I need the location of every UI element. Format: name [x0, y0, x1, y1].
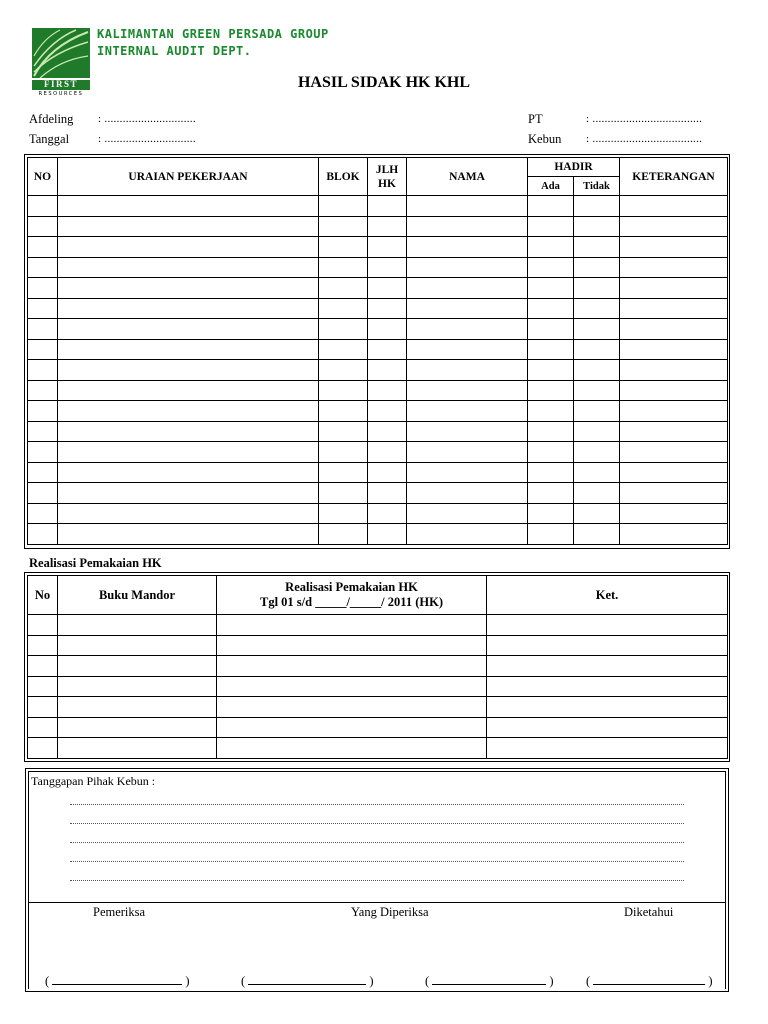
table-cell[interactable]: [368, 339, 407, 360]
table-cell[interactable]: [528, 216, 574, 237]
table-cell[interactable]: [574, 503, 620, 524]
table-cell[interactable]: [368, 401, 407, 422]
table-cell[interactable]: [28, 717, 58, 738]
table-cell[interactable]: [319, 298, 368, 319]
signature-line[interactable]: ( ): [241, 974, 374, 988]
table-cell[interactable]: [620, 462, 728, 483]
table-cell[interactable]: [528, 298, 574, 319]
tanggapan-label: Tanggapan Pihak Kebun :: [31, 774, 156, 788]
table-cell[interactable]: [58, 319, 319, 340]
pt-label: PT: [528, 112, 543, 126]
table-cell[interactable]: [528, 503, 574, 524]
table-row: [28, 421, 728, 442]
table-cell[interactable]: [574, 216, 620, 237]
table-cell[interactable]: [28, 635, 58, 656]
realisasi-table: [27, 575, 728, 759]
table-row: [28, 319, 728, 340]
table-cell[interactable]: [620, 237, 728, 258]
table-cell[interactable]: [58, 380, 319, 401]
table-cell[interactable]: [620, 257, 728, 278]
table-cell[interactable]: [574, 360, 620, 381]
table-cell[interactable]: [407, 257, 528, 278]
pemeriksa-label: Pemeriksa: [93, 905, 146, 919]
table-row: [28, 503, 728, 524]
realisasi-table-frame: [24, 572, 730, 762]
table-cell[interactable]: [28, 656, 58, 677]
response-line[interactable]: [70, 823, 684, 824]
table-cell[interactable]: [574, 339, 620, 360]
table-cell[interactable]: [319, 380, 368, 401]
table-cell[interactable]: [528, 339, 574, 360]
table-cell[interactable]: [58, 483, 319, 504]
table-cell[interactable]: [319, 360, 368, 381]
company-name: KALIMANTAN GREEN PERSADA GROUP: [97, 27, 329, 41]
table-row: [28, 738, 728, 759]
table-cell[interactable]: [487, 717, 728, 738]
table-cell[interactable]: [574, 462, 620, 483]
table-cell[interactable]: [407, 360, 528, 381]
table-cell[interactable]: [528, 462, 574, 483]
table-cell[interactable]: [58, 216, 319, 237]
table-cell[interactable]: [528, 360, 574, 381]
table-cell[interactable]: [620, 216, 728, 237]
table-cell[interactable]: [28, 697, 58, 718]
table-cell[interactable]: [620, 442, 728, 463]
table-cell[interactable]: [407, 421, 528, 442]
table-cell[interactable]: [368, 257, 407, 278]
table-cell[interactable]: [574, 196, 620, 217]
table-cell[interactable]: [58, 635, 217, 656]
table-cell[interactable]: [574, 237, 620, 258]
table-row: [28, 656, 728, 677]
table-cell[interactable]: [528, 524, 574, 545]
tanggapan-box: [28, 771, 726, 989]
table-cell[interactable]: [28, 483, 58, 504]
table-cell[interactable]: [528, 442, 574, 463]
table-cell[interactable]: [487, 635, 728, 656]
table-cell[interactable]: [620, 401, 728, 422]
col-header-buku-mandor: Buku Mandor: [58, 576, 217, 615]
table-cell[interactable]: [368, 462, 407, 483]
table-cell[interactable]: [620, 360, 728, 381]
table-cell[interactable]: [368, 278, 407, 299]
table-row: [28, 339, 728, 360]
table-cell[interactable]: [58, 717, 217, 738]
table-cell[interactable]: [574, 380, 620, 401]
table-cell[interactable]: [620, 298, 728, 319]
col-header-hadir: HADIR: [528, 158, 620, 177]
table-cell[interactable]: [487, 697, 728, 718]
table-cell[interactable]: [217, 738, 487, 759]
table-cell[interactable]: [58, 656, 217, 677]
col-header-realisasi-line2: Tgl 01 s/d _____/_____/ 2011 (HK): [259, 595, 443, 609]
signature-line[interactable]: ( ): [45, 974, 190, 988]
table-row: [28, 216, 728, 237]
col-header-uraian: URAIAN PEKERJAAN: [58, 158, 319, 196]
table-cell[interactable]: [528, 278, 574, 299]
table-cell[interactable]: [58, 360, 319, 381]
table-cell[interactable]: [407, 319, 528, 340]
table-cell[interactable]: [28, 421, 58, 442]
afdeling-label: Afdeling: [29, 112, 74, 126]
signature-line[interactable]: ( ): [425, 974, 554, 988]
table-cell[interactable]: [368, 380, 407, 401]
table-cell[interactable]: [28, 442, 58, 463]
divider: [29, 902, 725, 903]
table-cell[interactable]: [574, 298, 620, 319]
table-cell[interactable]: [58, 524, 319, 545]
response-line[interactable]: [70, 861, 684, 862]
col-header-ada: Ada: [528, 177, 574, 196]
table-cell[interactable]: [28, 216, 58, 237]
diperiksa-label: Yang Diperiksa: [351, 905, 429, 919]
table-cell[interactable]: [368, 298, 407, 319]
col-header-no-real: No: [28, 576, 58, 615]
table-cell[interactable]: [407, 298, 528, 319]
table-row: [28, 401, 728, 422]
col-header-jlh: JLH: [375, 163, 399, 176]
table-row: [28, 237, 728, 258]
table-cell[interactable]: [368, 237, 407, 258]
table-cell[interactable]: [487, 656, 728, 677]
table-cell[interactable]: [574, 442, 620, 463]
table-cell[interactable]: [319, 319, 368, 340]
table-cell[interactable]: [368, 216, 407, 237]
table-cell[interactable]: [58, 442, 319, 463]
table-cell[interactable]: [368, 483, 407, 504]
table-cell[interactable]: [217, 635, 487, 656]
table-cell[interactable]: [407, 237, 528, 258]
table-cell[interactable]: [620, 339, 728, 360]
table-cell[interactable]: [574, 401, 620, 422]
table-cell[interactable]: [407, 524, 528, 545]
response-line[interactable]: [70, 880, 684, 881]
table-cell[interactable]: [28, 401, 58, 422]
response-line[interactable]: [70, 842, 684, 843]
table-cell[interactable]: [528, 483, 574, 504]
col-header-no: NO: [28, 158, 58, 196]
table-cell[interactable]: [574, 278, 620, 299]
table-cell[interactable]: [620, 319, 728, 340]
table-cell[interactable]: [620, 196, 728, 217]
table-cell[interactable]: [319, 216, 368, 237]
table-cell[interactable]: [58, 257, 319, 278]
tanggapan-frame: [25, 768, 729, 992]
department-name: INTERNAL AUDIT DEPT.: [97, 44, 252, 58]
table-cell[interactable]: [620, 278, 728, 299]
table-cell[interactable]: [58, 196, 319, 217]
table-row: [28, 524, 728, 545]
col-header-blok: BLOK: [319, 158, 368, 196]
sidak-table-frame: [24, 154, 730, 549]
col-header-jlh-hk: [368, 158, 407, 196]
table-cell[interactable]: [407, 380, 528, 401]
table-cell[interactable]: [319, 421, 368, 442]
table-cell[interactable]: [28, 237, 58, 258]
table-cell[interactable]: [58, 503, 319, 524]
table-cell[interactable]: [368, 421, 407, 442]
table-cell[interactable]: [28, 257, 58, 278]
col-header-hk: HK: [378, 177, 396, 190]
table-cell[interactable]: [58, 278, 319, 299]
table-cell[interactable]: [28, 462, 58, 483]
table-row: [28, 462, 728, 483]
table-cell[interactable]: [620, 524, 728, 545]
table-row: [28, 298, 728, 319]
table-cell[interactable]: [407, 196, 528, 217]
table-cell[interactable]: [58, 738, 217, 759]
col-header-ket: Ket.: [487, 576, 728, 615]
table-row: [28, 196, 728, 217]
table-row: [28, 717, 728, 738]
table-cell[interactable]: [620, 503, 728, 524]
table-row: [28, 278, 728, 299]
table-cell[interactable]: [574, 257, 620, 278]
table-row: [28, 615, 728, 636]
table-cell[interactable]: [407, 503, 528, 524]
table-cell[interactable]: [58, 697, 217, 718]
table-cell[interactable]: [28, 298, 58, 319]
table-cell[interactable]: [407, 401, 528, 422]
table-cell[interactable]: [620, 483, 728, 504]
table-cell[interactable]: [528, 196, 574, 217]
table-cell[interactable]: [217, 656, 487, 677]
table-cell[interactable]: [487, 676, 728, 697]
table-cell[interactable]: [487, 738, 728, 759]
table-cell[interactable]: [319, 462, 368, 483]
signature-line[interactable]: ( ): [586, 974, 713, 988]
table-cell[interactable]: [528, 237, 574, 258]
table-cell[interactable]: [58, 298, 319, 319]
table-cell[interactable]: [319, 196, 368, 217]
table-cell[interactable]: [28, 503, 58, 524]
table-row: [28, 360, 728, 381]
table-cell[interactable]: [368, 524, 407, 545]
col-header-realisasi-line1: Realisasi Pemakaian HK: [285, 580, 418, 594]
table-cell[interactable]: [368, 196, 407, 217]
table-cell[interactable]: [319, 442, 368, 463]
table-cell[interactable]: [217, 676, 487, 697]
table-cell[interactable]: [58, 462, 319, 483]
table-cell[interactable]: [620, 421, 728, 442]
realisasi-section-title: Realisasi Pemakaian HK: [29, 556, 162, 570]
table-row: [28, 442, 728, 463]
table-cell[interactable]: [368, 360, 407, 381]
table-cell[interactable]: [319, 237, 368, 258]
table-cell[interactable]: [407, 278, 528, 299]
table-cell[interactable]: [528, 257, 574, 278]
table-row: [28, 380, 728, 401]
table-cell[interactable]: [28, 676, 58, 697]
table-cell[interactable]: [487, 615, 728, 636]
table-row: [28, 635, 728, 656]
table-cell[interactable]: [28, 380, 58, 401]
response-line[interactable]: [70, 804, 684, 805]
table-row: [28, 483, 728, 504]
table-cell[interactable]: [58, 339, 319, 360]
col-header-tidak: Tidak: [574, 177, 620, 196]
table-row: [28, 257, 728, 278]
table-cell[interactable]: [28, 339, 58, 360]
col-header-nama: NAMA: [407, 158, 528, 196]
table-cell[interactable]: [574, 483, 620, 504]
logo-text: FIRST: [43, 79, 78, 89]
col-header-keterangan: KETERANGAN: [620, 158, 728, 196]
afdeling-value[interactable]: : ..............................: [98, 113, 196, 125]
table-cell[interactable]: [28, 196, 58, 217]
table-cell[interactable]: [28, 278, 58, 299]
table-cell[interactable]: [407, 216, 528, 237]
table-cell[interactable]: [528, 401, 574, 422]
table-cell[interactable]: [528, 380, 574, 401]
table-cell[interactable]: [319, 257, 368, 278]
tanggal-label: Tanggal: [29, 132, 70, 146]
table-cell[interactable]: [574, 319, 620, 340]
table-cell[interactable]: [407, 483, 528, 504]
table-cell[interactable]: [319, 503, 368, 524]
table-cell[interactable]: [368, 442, 407, 463]
pt-value[interactable]: : ....................................: [586, 113, 703, 125]
diketahui-label: Diketahui: [624, 905, 674, 919]
table-cell[interactable]: [368, 319, 407, 340]
table-cell[interactable]: [58, 421, 319, 442]
table-cell[interactable]: [28, 524, 58, 545]
table-cell[interactable]: [319, 339, 368, 360]
table-cell[interactable]: [28, 319, 58, 340]
col-header-realisasi: [217, 576, 487, 615]
table-cell[interactable]: [407, 339, 528, 360]
table-cell[interactable]: [28, 738, 58, 759]
logo-subtext: RESOURCES: [38, 91, 84, 97]
table-cell[interactable]: [217, 615, 487, 636]
table-cell[interactable]: [58, 401, 319, 422]
table-cell[interactable]: [319, 401, 368, 422]
table-row: [28, 676, 728, 697]
table-cell[interactable]: [319, 524, 368, 545]
table-cell[interactable]: [368, 503, 407, 524]
table-cell[interactable]: [28, 360, 58, 381]
table-cell[interactable]: [58, 237, 319, 258]
table-cell[interactable]: [574, 421, 620, 442]
table-cell[interactable]: [407, 442, 528, 463]
table-cell[interactable]: [528, 319, 574, 340]
kebun-value[interactable]: : ....................................: [586, 133, 703, 145]
table-cell[interactable]: [217, 717, 487, 738]
table-cell[interactable]: [28, 615, 58, 636]
table-cell[interactable]: [217, 697, 487, 718]
table-row: [28, 697, 728, 718]
table-cell[interactable]: [574, 524, 620, 545]
table-cell[interactable]: [407, 462, 528, 483]
kebun-label: Kebun: [528, 132, 562, 146]
table-cell[interactable]: [58, 676, 217, 697]
table-cell[interactable]: [528, 421, 574, 442]
table-cell[interactable]: [58, 615, 217, 636]
tanggal-value[interactable]: : ..............................: [98, 133, 196, 145]
table-cell[interactable]: [620, 380, 728, 401]
sidak-table: [27, 157, 728, 545]
table-cell[interactable]: [319, 483, 368, 504]
page-title: HASIL SIDAK HK KHL: [297, 74, 471, 91]
table-cell[interactable]: [319, 278, 368, 299]
